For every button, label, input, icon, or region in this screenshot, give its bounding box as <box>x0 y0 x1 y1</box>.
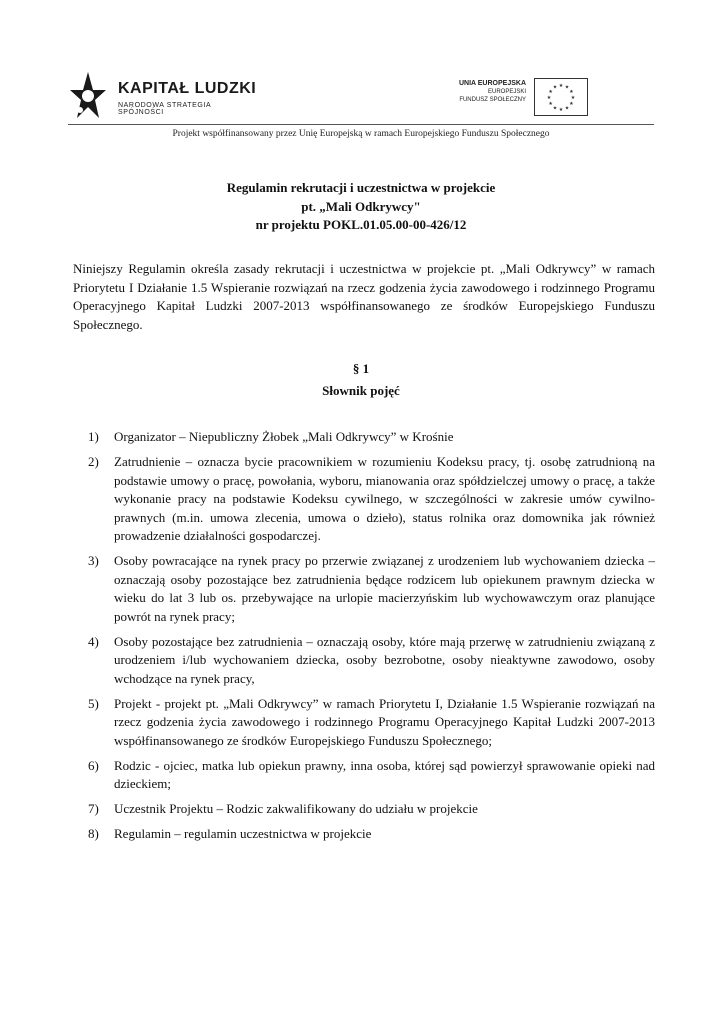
list-item <box>88 552 655 626</box>
header-divider <box>68 124 654 125</box>
eu-star-icon: ★ <box>569 90 574 95</box>
eu-flag-icon <box>534 78 588 116</box>
eu-logo-text <box>452 80 526 103</box>
list-item <box>88 800 655 819</box>
eu-star-icon: ★ <box>558 84 564 89</box>
section-heading: Słownik pojęć <box>322 383 400 398</box>
list-item-text: Zatrudnienie – oznacza bycie pracownikiem w rozumieniu Kodeksu pracy, tj. osobę zatrudnioną na podstawie umowy o pracę, powołania, wyboru, mianowania oraz spółdzielczej umowy o pracę, a także wykonanie pracy na podstawie Kodeksu cywilnego, w szczególności w zakresie umów cywilno-prawnych (m.in. umowa zlecenia, umowa o dzieło), status rolnika oraz domownika jak również prowadzenie działalności gospodarczej. <box>114 454 655 543</box>
eu-logo <box>452 78 592 118</box>
list-item-text: Projekt - projekt pt. „Mali Odkrywcy” w ramach Priorytetu I, Działanie 1.5 Wspieranie rozwiązań na rzecz godzenia życia zawodowego i rodzinnego Programu Operacyjnego Kapitał Ludzki 2007-2013 współfinansowanego ze środków Europejskiego Funduszu Społecznego; <box>114 695 655 748</box>
kapital-ludzki-title: KAPITAŁ LUDZKI <box>118 80 257 97</box>
document-header <box>0 0 724 150</box>
title-line-2: pt. „Mali Odkrywcy" <box>301 198 421 214</box>
kapital-ludzki-logo <box>68 70 258 126</box>
eu-star-icon: ★ <box>564 85 570 91</box>
list-item-number: 7) <box>88 801 99 816</box>
eu-line-1: UNIA EUROPEJSKA <box>458 80 526 87</box>
section-number: § 1 <box>352 361 370 376</box>
eu-line-3: FUNDUSZ SPOŁECZNY <box>459 97 526 103</box>
eu-star-icon: ★ <box>552 106 558 112</box>
eu-star-icon: ★ <box>546 96 552 101</box>
list-item-text: Osoby pozostające bez zatrudnienia – oznaczają osoby, które mają przerwę w zatrudnieniu związaną z urodzeniem i/lub wychowaniem dziecka, osoby bezrobotne, osoby nieaktywne zawodowo, osoby wchodzące na rynek pracy, <box>114 633 655 686</box>
list-item <box>88 428 655 447</box>
list-item-number: 8) <box>88 826 99 841</box>
eu-star-icon: ★ <box>569 102 574 107</box>
eu-star-icon: ★ <box>552 85 558 91</box>
cofinancing-note: Projekt współfinansowany przez Unię Europejską w ramach Europejskiego Funduszu Społecznego <box>172 129 550 139</box>
intro-paragraph: Niniejszy Regulamin określa zasady rekrutacji i uczestnictwa w projekcie pt. „Mali Odkrywcy” w ramach Priorytetu I Działanie 1.5 Wspieranie rozwiązań na rzecz godzenia życia zawodowego i rodzinnego Programu Operacyjnego Kapitał Ludzki 2007-2013 współfinansowanego ze środków Europejskiego Funduszu Społecznego. <box>73 261 655 332</box>
title-line-1: Regulamin rekrutacji i uczestnictwa w projekcie <box>226 180 496 195</box>
eu-star-icon: ★ <box>570 96 576 101</box>
section-header <box>68 358 654 402</box>
list-item <box>88 633 655 689</box>
eu-star-icon: ★ <box>548 102 553 107</box>
list-item-number: 4) <box>88 633 99 649</box>
eu-star-icon: ★ <box>558 108 564 113</box>
list-item-text: Regulamin – regulamin uczestnictwa w projekcie <box>114 826 372 841</box>
eu-star-icon: ★ <box>564 106 570 112</box>
list-item-number: 2) <box>88 454 99 469</box>
list-item <box>88 453 655 546</box>
kapital-ludzki-subtitle: NARODOWA STRATEGIA SPÓJNOŚCI <box>118 102 211 116</box>
list-item-text: Uczestnik Projektu – Rodzic zakwalifikowany do udziału w projekcie <box>114 801 478 816</box>
title-line-3: nr projektu POKL.01.05.00-00-426/12 <box>255 217 467 232</box>
kapital-ludzki-star-icon <box>68 70 108 126</box>
list-item-number: 3) <box>88 553 99 568</box>
eu-line-2: EUROPEJSKI <box>487 89 526 95</box>
definitions-list <box>88 428 655 850</box>
list-item-text: Osoby powracające na rynek pracy po przerwie związanej z urodzeniem lub wychowaniem dziecka – oznaczają osoby pozostające bez zatrudnienia będące rodzicem lub opiekunem prawnym dziecka w wieku do lat 3 lub os. przebywające na urlopie macierzyńskim lub wychowawczym oraz planujące powrót na rynek pracy; <box>114 553 655 624</box>
list-item-text: Rodzic - ojciec, matka lub opiekun prawny, inna osoba, której sąd powierzył sprawowanie opieki nad dzieckiem; <box>114 757 655 791</box>
list-item <box>88 695 655 751</box>
document-title <box>68 179 654 235</box>
list-item <box>88 757 655 794</box>
list-item-number: 1) <box>88 429 99 444</box>
list-item-number: 5) <box>88 695 99 711</box>
list-item-number: 6) <box>88 757 99 773</box>
list-item-text: Organizator – Niepubliczny Żłobek „Mali Odkrywcy” w Krośnie <box>114 429 454 444</box>
eu-star-icon: ★ <box>548 90 553 95</box>
list-item <box>88 825 655 844</box>
